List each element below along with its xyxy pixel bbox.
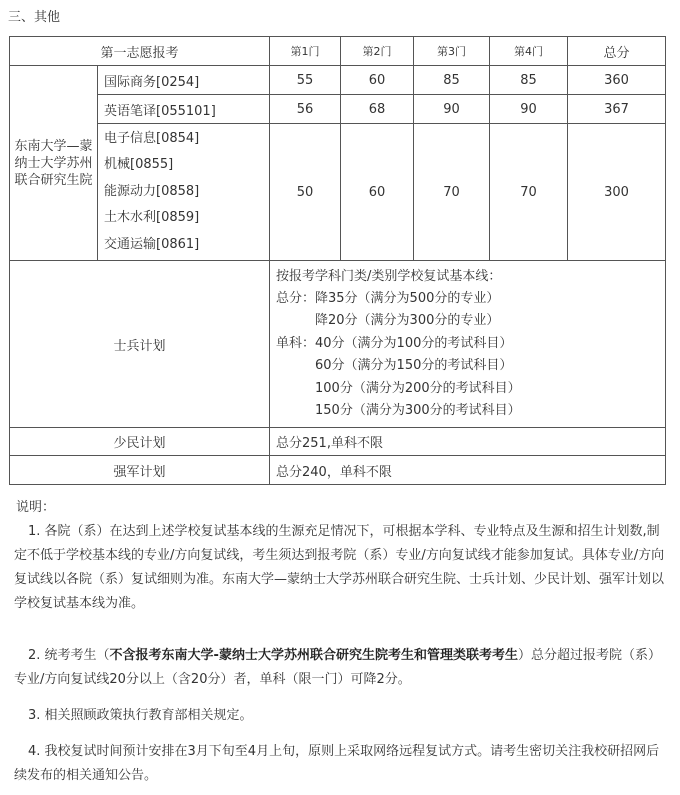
notes-label: 说明： (16, 500, 56, 515)
total-cell: 360 (568, 66, 666, 95)
plan-name-soldier: 士兵计划 (10, 261, 270, 428)
note-1: 1. 各院（系）在达到上述学校复试基本线的生源充足情况下，可根据本学科、专业特点及生源和招生计划数,制定不低于学校基本线的专业/方向复试线，考生须达到报考院（系）专业/方向复试线才能参加复试。具体专业/方向复试线以各院（系）复试细则为准。东南大学—蒙纳士大学苏州联合研究生院、士兵计划、少民计划、强军计划以学校复试基本线为准。 (14, 524, 665, 611)
major-item: 机械[0855] (104, 157, 174, 173)
plan-name-minority: 少民计划 (10, 428, 270, 456)
score-cell: 90 (490, 95, 568, 124)
note-3: 3. 相关照顾政策执行教育部相关规定。 (28, 708, 253, 723)
school-name: 东南大学—蒙纳士大学苏州联合研究生院 (10, 66, 98, 261)
plan-rule-line: 单科：40分（满分为100分的考试科目） (276, 335, 513, 351)
major-item: 交通运输[0861] (104, 236, 200, 252)
plan-rule-line: 60分（满分为150分的考试科目） (276, 358, 513, 374)
note-2 (0, 644, 680, 692)
major-cell: 英语笔译[055101] (98, 95, 270, 124)
note-2-prefix: 2. 统考考生（ (28, 648, 110, 663)
major-cell: 国际商务[0254] (98, 66, 270, 95)
header-subject-4: 第4门 (490, 37, 568, 66)
note-2-suffix: ）总分超过报考院（系）专业/方向复试线20分以上（含20分）者，单科（限一门）可降2分。 (14, 648, 661, 687)
table-row (10, 66, 666, 95)
plan-rule-military: 总分240，单科不限 (270, 456, 666, 485)
header-subject-3: 第3门 (414, 37, 490, 66)
header-subject-1: 第1门 (270, 37, 341, 66)
score-cell: 85 (414, 66, 490, 95)
table-header-row (10, 37, 666, 66)
table-row (10, 95, 666, 124)
major-item: 电子信息[0854] (104, 130, 200, 146)
header-subject-2: 第2门 (341, 37, 414, 66)
score-table (9, 36, 666, 485)
score-cell: 56 (270, 95, 341, 124)
major-item: 能源动力[0858] (104, 183, 200, 199)
header-total: 总分 (568, 37, 666, 66)
score-cell: 70 (414, 124, 490, 261)
plan-name-military: 强军计划 (10, 456, 270, 485)
plan-rule-line: 150分（满分为300分的考试科目） (276, 403, 521, 419)
table-row (10, 456, 666, 485)
score-cell: 90 (414, 95, 490, 124)
plan-rules-soldier (270, 261, 666, 428)
score-cell: 60 (341, 124, 414, 261)
note-4: 4. 我校复试时间预计安排在3月下旬至4月上旬，原则上采取网络远程复试方式。请考生密切关注我校研招网后续发布的相关通知公告。 (14, 744, 660, 783)
plan-rule-line: 降20分（满分为300分的专业） (276, 313, 500, 329)
table-row (10, 261, 666, 428)
note-2-bold: 不含报考东南大学-蒙纳士大学苏州联合研究生院考生和管理类联考考生 (109, 648, 518, 663)
major-item: 土木水利[0859] (104, 210, 200, 226)
table-row (10, 428, 666, 456)
score-cell: 55 (270, 66, 341, 95)
score-cell: 50 (270, 124, 341, 261)
score-cell: 60 (341, 66, 414, 95)
total-cell: 300 (568, 124, 666, 261)
total-cell: 367 (568, 95, 666, 124)
plan-rule-minority: 总分251,单科不限 (270, 428, 666, 456)
score-cell: 85 (490, 66, 568, 95)
header-first-choice: 第一志愿报考 (10, 37, 270, 66)
plan-rule-line: 100分（满分为200分的考试科目） (276, 380, 521, 396)
plan-rule-line: 按报考学科门类/类别学校复试基本线： (276, 268, 502, 284)
notes-section (0, 496, 680, 783)
score-cell: 68 (341, 95, 414, 124)
plan-rule-line: 总分：降35分（满分为500分的专业） (276, 290, 500, 306)
major-group (98, 124, 270, 261)
table-row (10, 124, 666, 261)
score-cell: 70 (490, 124, 568, 261)
section-title: 三、其他 (8, 10, 61, 25)
